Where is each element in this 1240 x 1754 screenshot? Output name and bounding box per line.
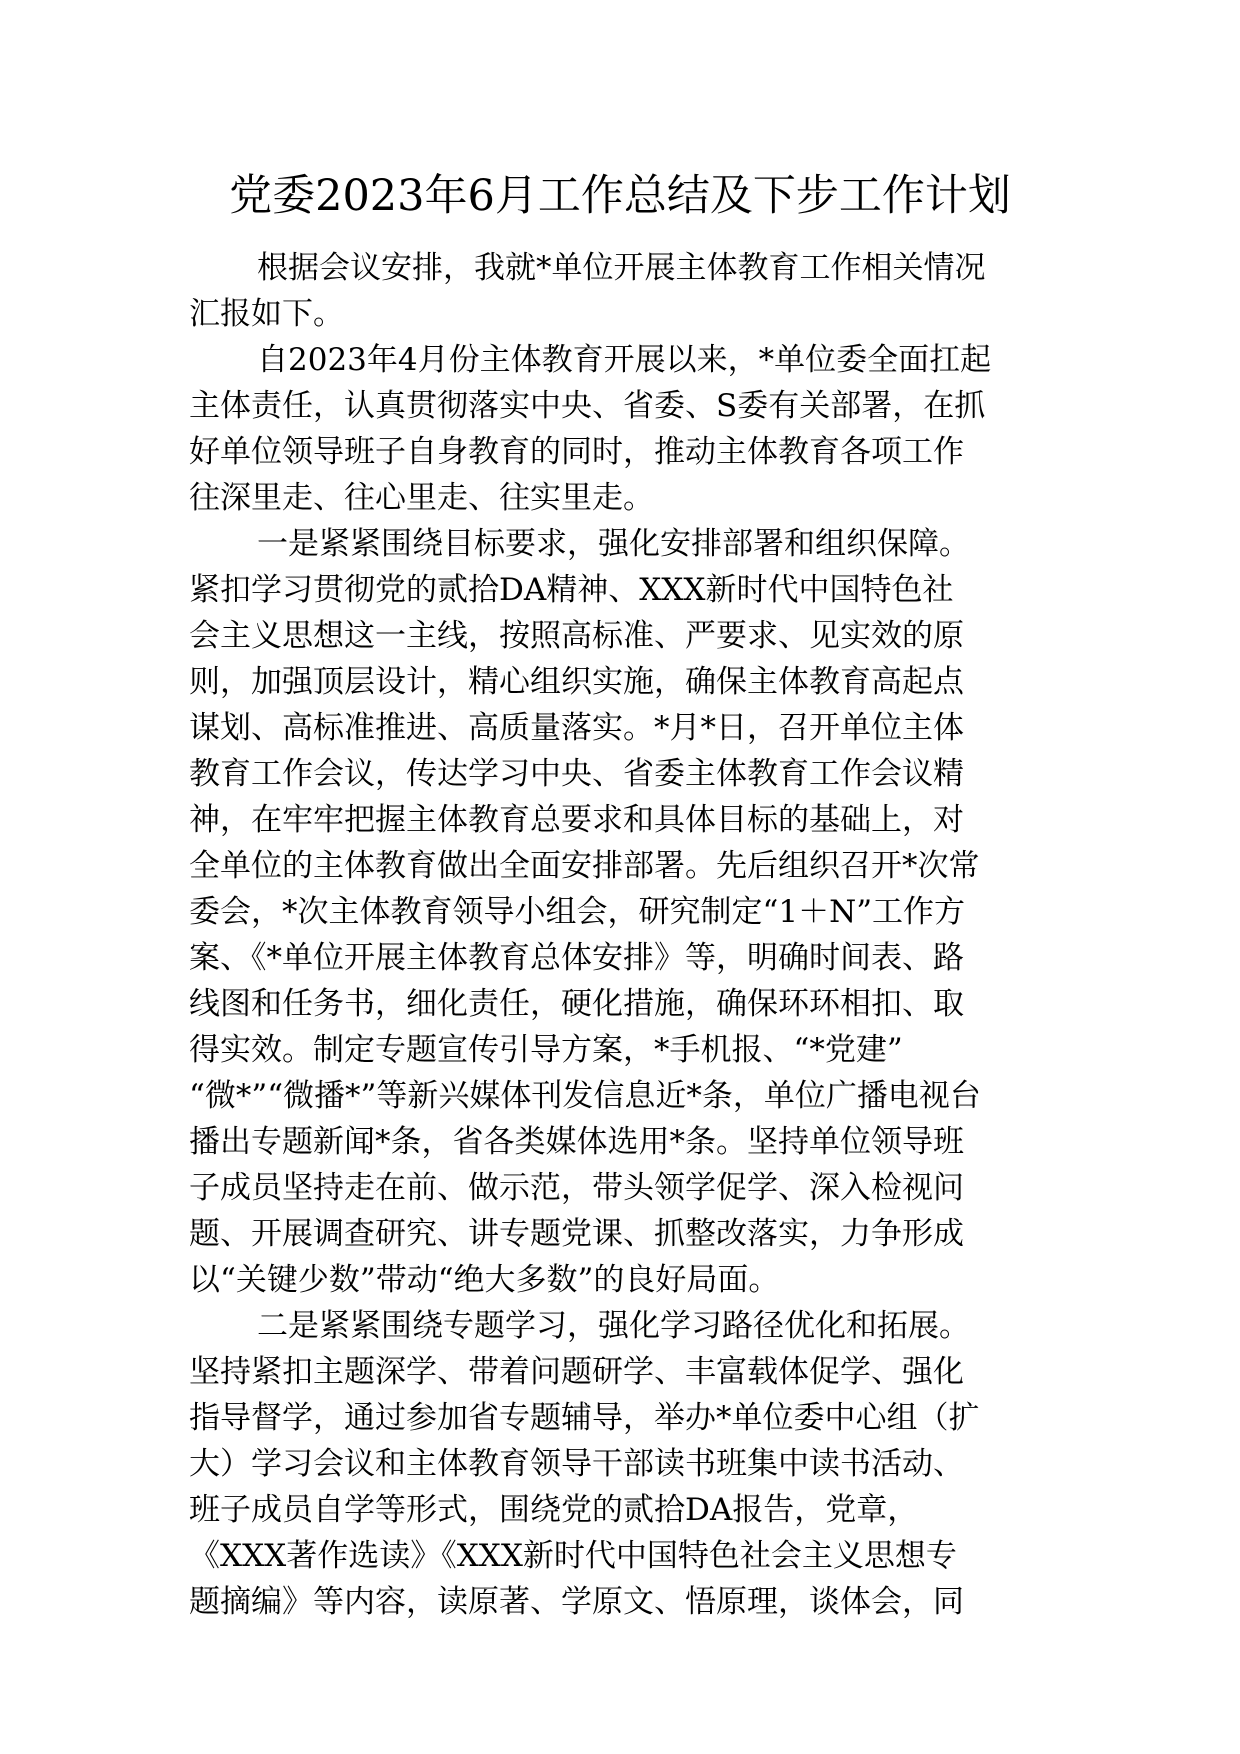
text-line: 坚持紧扣主题深学、带着问题研学、丰富载体促学、强化 xyxy=(189,1354,964,1390)
document-body xyxy=(189,245,1051,1625)
text-line: 汇报如下。 xyxy=(189,296,344,332)
paragraph-point-two xyxy=(189,1303,1051,1625)
paragraph-intro xyxy=(189,245,1051,337)
text-line: 委会，*次主体教育领导小组会，研究制定“1＋N”工作方 xyxy=(189,894,966,930)
text-line: 班子成员自学等形式，围绕党的贰拾DA报告，党章， xyxy=(189,1492,919,1528)
paragraph-overview xyxy=(189,337,1051,521)
text-line: 主体责任，认真贯彻落实中央、省委、S委有关部署，在抓 xyxy=(189,388,986,424)
text-line: 子成员坚持走在前、做示范，带头领学促学、深入检视问 xyxy=(189,1170,964,1206)
text-line: 根据会议安排，我就*单位开展主体教育工作相关情况 xyxy=(257,250,986,286)
text-line: 以“关键少数”带动“绝大多数”的良好局面。 xyxy=(189,1262,780,1298)
document-title: 党委2023年6月工作总结及下步工作计划 xyxy=(229,171,1011,221)
text-line: 大）学习会议和主体教育领导干部读书班集中读书活动、 xyxy=(189,1446,964,1482)
text-line: 好单位领导班子自身教育的同时，推动主体教育各项工作 xyxy=(189,434,964,470)
text-line: 得实效。制定专题宣传引导方案，*手机报、“*党建” xyxy=(189,1032,903,1068)
text-line: 题、开展调查研究、讲专题党课、抓整改落实，力争形成 xyxy=(189,1216,964,1252)
text-line: 二是紧紧围绕专题学习，强化学习路径优化和拓展。 xyxy=(257,1308,970,1344)
text-line: 全单位的主体教育做出全面安排部署。先后组织召开*次常 xyxy=(189,848,980,884)
text-line: 则，加强顶层设计，精心组织实施，确保主体教育高起点 xyxy=(189,664,964,700)
text-line: 神，在牢牢把握主体教育总要求和具体目标的基础上，对 xyxy=(189,802,964,838)
text-line: 案、《*单位开展主体教育总体安排》等，明确时间表、路 xyxy=(189,940,964,976)
text-line: 《XXX著作选读》《XXX新时代中国特色社会主义思想专 xyxy=(189,1538,957,1574)
paragraph-point-one xyxy=(189,521,1051,1303)
text-line: “微*”“微播*”等新兴媒体刊发信息近*条，单位广播电视台 xyxy=(189,1078,981,1114)
text-line: 线图和任务书，细化责任，硬化措施，确保环环相扣、取 xyxy=(189,986,964,1022)
text-line: 指导督学，通过参加省专题辅导，举办*单位委中心组（扩 xyxy=(189,1400,980,1436)
text-line: 教育工作会议，传达学习中央、省委主体教育工作会议精 xyxy=(189,756,964,792)
text-line: 会主义思想这一主线，按照高标准、严要求、见实效的原 xyxy=(189,618,964,654)
text-line: 谋划、高标准推进、高质量落实。*月*日，召开单位主体 xyxy=(189,710,964,746)
text-line: 紧扣学习贯彻党的贰拾DA精神、XXX新时代中国特色社 xyxy=(189,572,954,608)
text-line: 自2023年4月份主体教育开展以来，*单位委全面扛起 xyxy=(257,342,992,378)
text-line: 一是紧紧围绕目标要求，强化安排部署和组织保障。 xyxy=(257,526,970,562)
text-line: 题摘编》等内容，读原著、学原文、悟原理，谈体会，同 xyxy=(189,1584,964,1620)
text-line: 播出专题新闻*条，省各类媒体选用*条。坚持单位领导班 xyxy=(189,1124,964,1160)
text-line: 往深里走、往心里走、往实里走。 xyxy=(189,480,654,516)
